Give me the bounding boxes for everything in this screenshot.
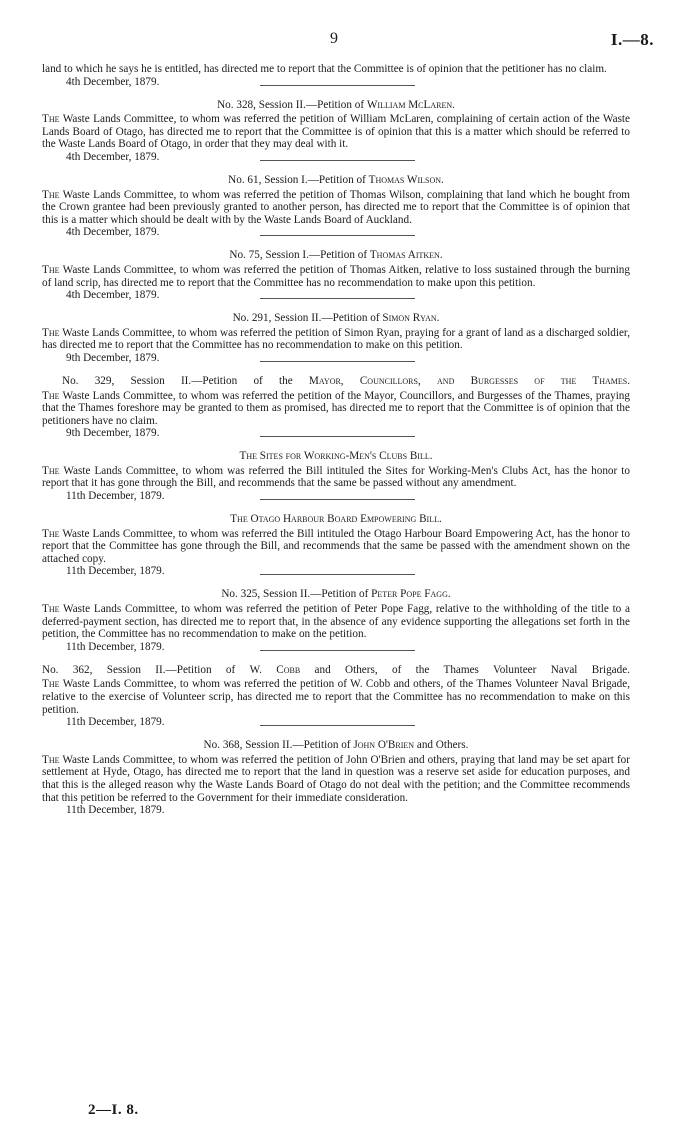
section-divider bbox=[260, 499, 415, 500]
petition-report bbox=[42, 678, 630, 716]
section-divider bbox=[260, 650, 415, 651]
report-date: 4th December, 1879. bbox=[66, 226, 160, 239]
petitioner-name: John O'Brien bbox=[353, 739, 415, 752]
lead-word: The bbox=[42, 527, 60, 540]
petition-heading bbox=[42, 174, 630, 187]
petitioner-name: Mayor, Councillors, bbox=[308, 374, 421, 387]
report-body: Waste Lands Committee, to whom was referred the petition of Simon Ryan, praying for a grant of land as a discharged soldier, has directed me to report that the Committee has no recommendation to make on this petition. bbox=[42, 326, 630, 352]
lead-word: The bbox=[42, 389, 60, 402]
petition-report bbox=[42, 327, 630, 352]
report-date: 11th December, 1879. bbox=[66, 490, 165, 503]
petition-heading bbox=[42, 375, 630, 388]
heading-prefix: No. 368, Session II.—Petition of bbox=[203, 739, 354, 752]
heading-suffix: and Others. bbox=[414, 739, 469, 752]
report-body: Waste Lands Committee, to whom was referred the petition of Peter Pope Fagg, relative to the withholding of the title to a deferred-payment section, has directed me to report that, in the absence of any evidence supporting the allegations set forth in the petition, the Committee has no recommendation to make on the petition. bbox=[42, 603, 630, 641]
lead-word: The bbox=[42, 464, 60, 477]
section-divider bbox=[260, 85, 415, 86]
intro-text: land to which he says he is entitled, has directed me to report that the Committee is of opinion that the petitioner has no claim. bbox=[42, 63, 607, 75]
lead-word: The bbox=[42, 263, 60, 276]
section-divider bbox=[260, 436, 415, 437]
report-date: 11th December, 1879. bbox=[66, 804, 165, 817]
section-divider bbox=[260, 160, 415, 161]
date-row bbox=[42, 76, 630, 89]
lead-word: The bbox=[42, 326, 60, 339]
petition-report bbox=[42, 603, 630, 641]
bill-heading: The Sites for Working-Men's Clubs Bill. bbox=[239, 450, 433, 463]
report-body: Waste Lands Committee, to whom was referred the petition of W. Cobb and others, of the Thames Volunteer Naval Brigade, relative to the exercise of Volunteer scrip, has directed me to report that the Committee has no recommendation to make on this petition. bbox=[42, 678, 630, 716]
date-row bbox=[42, 226, 630, 239]
section-divider bbox=[260, 298, 415, 299]
date-row bbox=[42, 804, 630, 817]
petitioner-name: Simon Ryan. bbox=[382, 312, 440, 325]
petition-report bbox=[42, 113, 630, 151]
lead-word: The bbox=[42, 753, 60, 766]
petition-heading bbox=[42, 99, 630, 112]
section-divider bbox=[260, 235, 415, 236]
report-date: 11th December, 1879. bbox=[66, 565, 165, 578]
heading-suffix: and Others, of the Thames Volunteer Naval Brigade. bbox=[300, 663, 630, 676]
section-divider bbox=[260, 725, 415, 726]
date-row bbox=[42, 289, 630, 302]
report-body: Waste Lands Committee, to whom was referred the petition of William McLaren, complaining of certain action of the Waste Lands Board of Otago, has directed me to report that the Committee is of opinion that this is a matter which should be referred to the Waste Lands Board of Otago, in order that they may deal with it. bbox=[42, 113, 630, 151]
page-content bbox=[42, 63, 630, 817]
report-date: 4th December, 1879. bbox=[66, 289, 160, 302]
intro-section bbox=[42, 63, 630, 89]
bill-report bbox=[42, 465, 630, 490]
heading-prefix: No. 362, Session II.—Petition of bbox=[42, 663, 250, 676]
bill-report bbox=[42, 528, 630, 566]
petition-section bbox=[42, 739, 630, 817]
bill-section bbox=[42, 450, 630, 503]
lead-word: The bbox=[42, 188, 60, 201]
petition-report bbox=[42, 754, 630, 804]
petitioner-name: W. Cobb bbox=[249, 663, 301, 676]
petition-section bbox=[42, 249, 630, 302]
petition-heading bbox=[42, 588, 630, 601]
petition-section bbox=[42, 375, 630, 440]
petition-report bbox=[42, 390, 630, 428]
lead-word: The bbox=[42, 678, 60, 691]
report-body: Waste Lands Committee, to whom was referred the Bill intituled the Otago Harbour Board Empowering Act, has the honor to report that the Committee has gone through the Bill, and recommends that the same be passed with the amendment shown on the attached copy. bbox=[42, 527, 630, 565]
report-date: 11th December, 1879. bbox=[66, 640, 165, 653]
petition-section bbox=[42, 174, 630, 239]
lead-word: The bbox=[42, 113, 60, 126]
date-row bbox=[42, 352, 630, 365]
petitioner-name: Thomas Aitken. bbox=[369, 249, 443, 262]
heading-prefix: No. 325, Session II.—Petition of bbox=[221, 588, 372, 601]
date-row bbox=[42, 427, 630, 440]
report-date: 4th December, 1879. bbox=[66, 75, 160, 88]
heading-prefix: No. 75, Session I.—Petition of bbox=[229, 249, 370, 262]
report-date: 4th December, 1879. bbox=[66, 150, 160, 163]
bill-section bbox=[42, 513, 630, 578]
signature-mark: 2—I. 8. bbox=[88, 1102, 139, 1118]
section-divider bbox=[260, 574, 415, 575]
heading-prefix: No. 329, Session II.—Petition of the bbox=[62, 374, 309, 387]
page-header bbox=[0, 30, 700, 52]
petition-heading bbox=[42, 312, 630, 325]
petitioner-name: William McLaren. bbox=[366, 98, 455, 111]
heading-suffix: and Burgesses of the Thames. bbox=[420, 374, 631, 387]
date-row bbox=[42, 716, 630, 729]
date-row bbox=[42, 490, 630, 503]
petition-section bbox=[42, 588, 630, 653]
report-date: 11th December, 1879. bbox=[66, 716, 165, 729]
date-row bbox=[42, 151, 630, 164]
report-date: 9th December, 1879. bbox=[66, 351, 160, 364]
bill-heading: The Otago Harbour Board Empowering Bill. bbox=[230, 513, 442, 526]
date-row bbox=[42, 565, 630, 578]
petition-heading bbox=[42, 664, 630, 677]
heading-prefix: No. 291, Session II.—Petition of bbox=[232, 312, 383, 325]
report-body: Waste Lands Committee, to whom was referred the petition of the Mayor, Councillors, and Burgesses of the Thames, praying that the Thames foreshore may be granted to them as promised, has directed me to report that the Committee is of opinion that the petitioners have no claim. bbox=[42, 389, 630, 427]
page-number: 9 bbox=[330, 30, 338, 47]
petitioner-name: Thomas Wilson. bbox=[368, 173, 444, 186]
document-reference: I.—8. bbox=[610, 30, 654, 49]
petition-section bbox=[42, 312, 630, 365]
petition-heading bbox=[42, 739, 630, 752]
petition-section bbox=[42, 664, 630, 729]
report-body: Waste Lands Committee, to whom was referred the petition of John O'Brien and others, praying that land may be set apart for settlement at Hyde, Otago, has directed me to report that the land in question was a reserve set aside for education purposes, and that this is the alleged reason why the Waste Lands Board of Otago do not deal with the petition; and the Committee recommends that this petition be referred to the Government for their immediate consideration. bbox=[42, 753, 630, 804]
report-date: 9th December, 1879. bbox=[66, 427, 160, 440]
date-row bbox=[42, 641, 630, 654]
petition-report bbox=[42, 264, 630, 289]
heading-prefix: No. 328, Session II.—Petition of bbox=[217, 98, 367, 111]
report-body: Waste Lands Committee, to whom was referred the petition of Thomas Aitken, relative to loss sustained through the burning of land scrip, has directed me to report that the Committee has no recommendation to make upon this petition. bbox=[42, 263, 630, 289]
report-body: Waste Lands Committee, to whom was referred the Bill intituled the Sites for Working-Men's Clubs Act, has the honor to report that it has gone through the Bill, and recommends that the same be passed without any amendment. bbox=[42, 464, 630, 490]
lead-word: The bbox=[42, 603, 60, 616]
petition-report bbox=[42, 189, 630, 227]
petition-heading bbox=[42, 249, 630, 262]
petitioner-name: Peter Pope Fagg. bbox=[371, 588, 451, 601]
petition-section bbox=[42, 99, 630, 164]
report-body: Waste Lands Committee, to whom was referred the petition of Thomas Wilson, complaining that land which he bought from the Crown grantee had been previously granted to another person, has directed me to report that the Committee is of opinion that this is a matter which should be dealt with by the Waste Lands Board of Auckland. bbox=[42, 188, 630, 226]
heading-prefix: No. 61, Session I.—Petition of bbox=[228, 173, 369, 186]
section-divider bbox=[260, 361, 415, 362]
